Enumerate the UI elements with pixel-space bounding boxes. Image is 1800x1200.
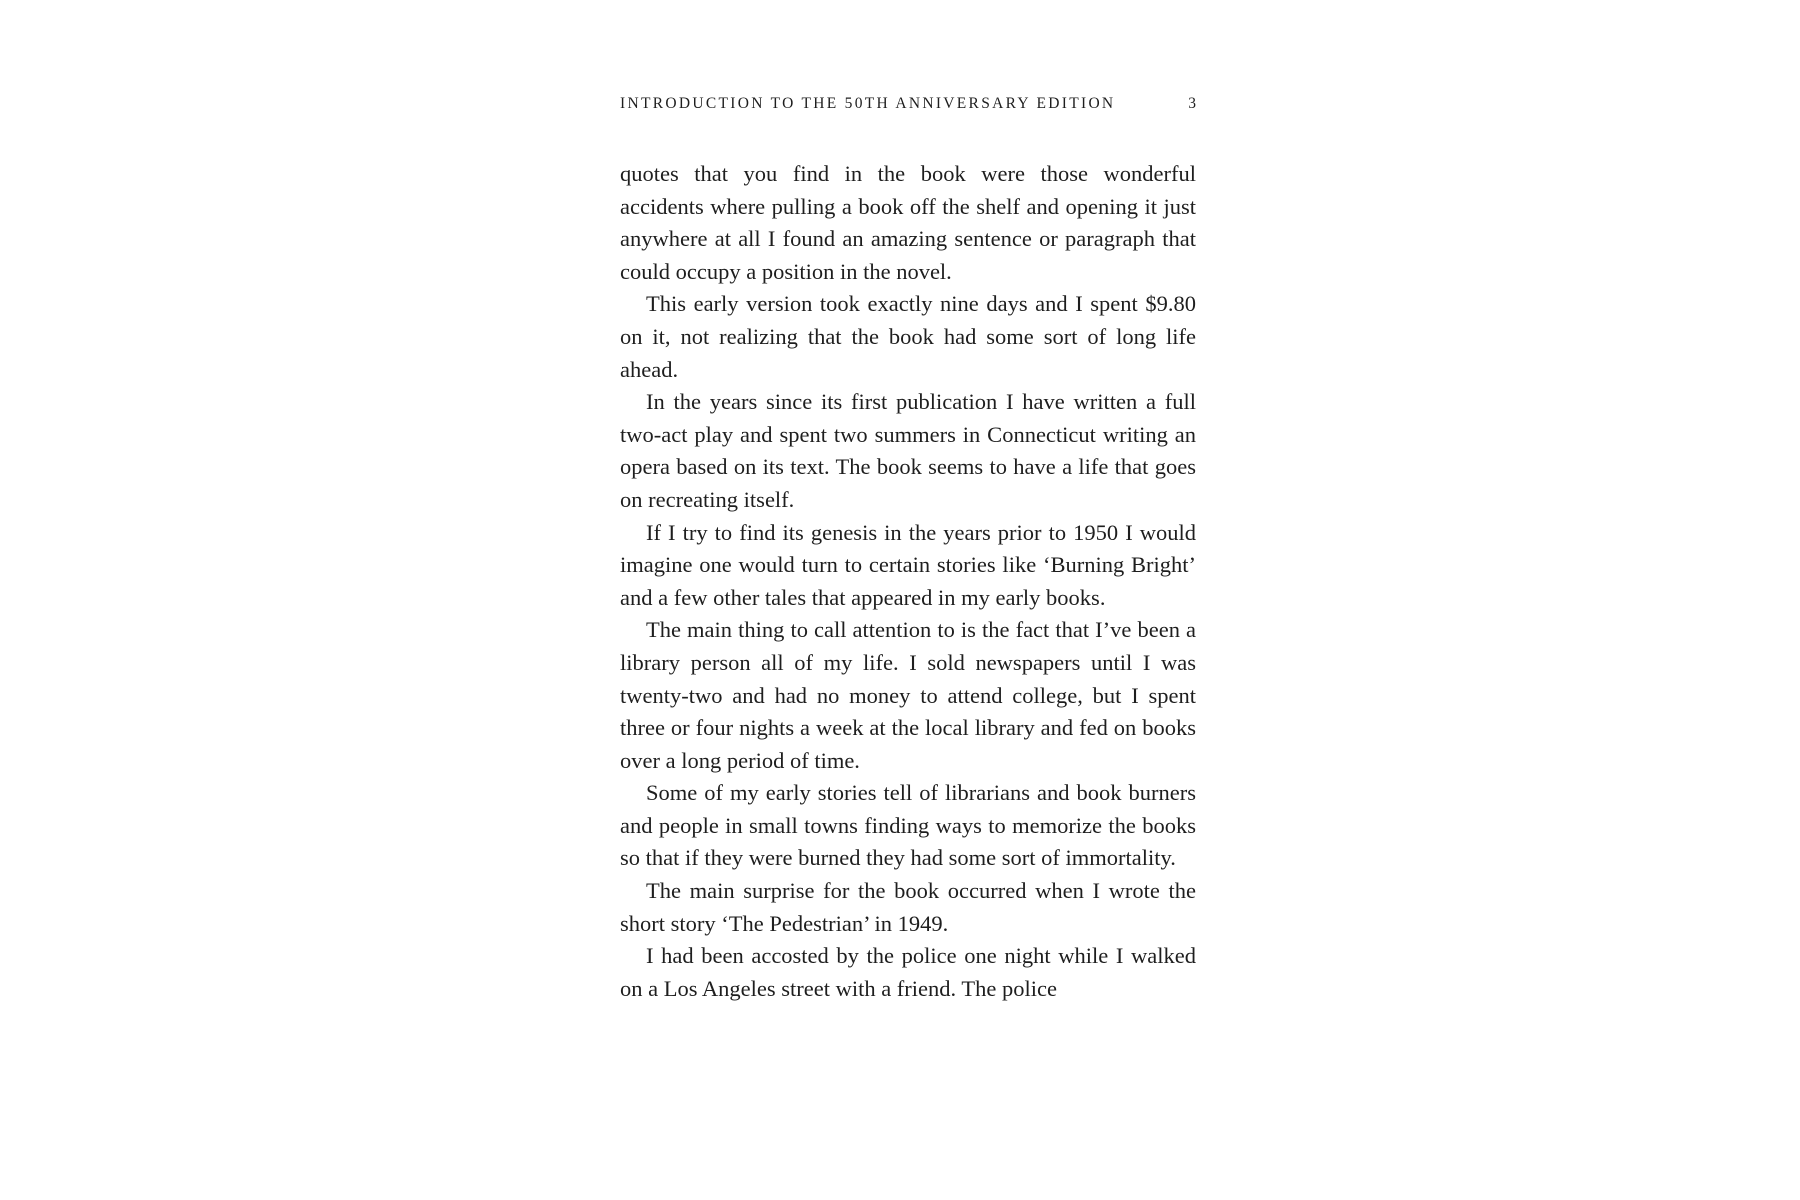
body-text: [620, 158, 1196, 1005]
paragraph-continued: quotes that you find in the book were those wonderful accidents where pulling a book off the shelf and opening it just anywhere at all I found an amazing sentence or paragraph that could occupy a position in the novel.: [620, 161, 1196, 284]
paragraph: The main surprise for the book occurred when I wrote the short story ‘The Pedestrian’ in 1949.: [620, 878, 1196, 936]
running-head: [620, 95, 1196, 115]
paragraph: I had been accosted by the police one night while I walked on a Los Angeles street with a friend. The police: [620, 943, 1196, 1001]
running-head-title: INTRODUCTION TO THE 50TH ANNIVERSARY EDITION: [620, 95, 1116, 112]
paragraph: If I try to find its genesis in the years prior to 1950 I would imagine one would turn to certain stories like ‘Burning Bright’ and a few other tales that appeared in my early books.: [620, 519, 1196, 610]
paragraph: This early version took exactly nine days and I spent $9.80 on it, not realizing that the book had some sort of long life ahead.: [620, 291, 1196, 382]
paragraph: The main thing to call attention to is the fact that I’ve been a library person all of my life. I sold newspapers until I was twenty-two and had no money to attend college, but I spent three or four nights a week at the local library and fed on books over a long period of time.: [620, 617, 1196, 773]
paragraph: Some of my early stories tell of librarians and book burners and people in small towns finding ways to memorize the books so that if they were burned they had some sort of immortality.: [620, 780, 1196, 871]
book-page: [620, 95, 1196, 1005]
paragraph: In the years since its first publication I have written a full two-act play and spent two summers in Connecticut writing an opera based on its text. The book seems to have a life that goes on recreating itself.: [620, 389, 1196, 512]
page-number: 3: [1188, 95, 1196, 112]
